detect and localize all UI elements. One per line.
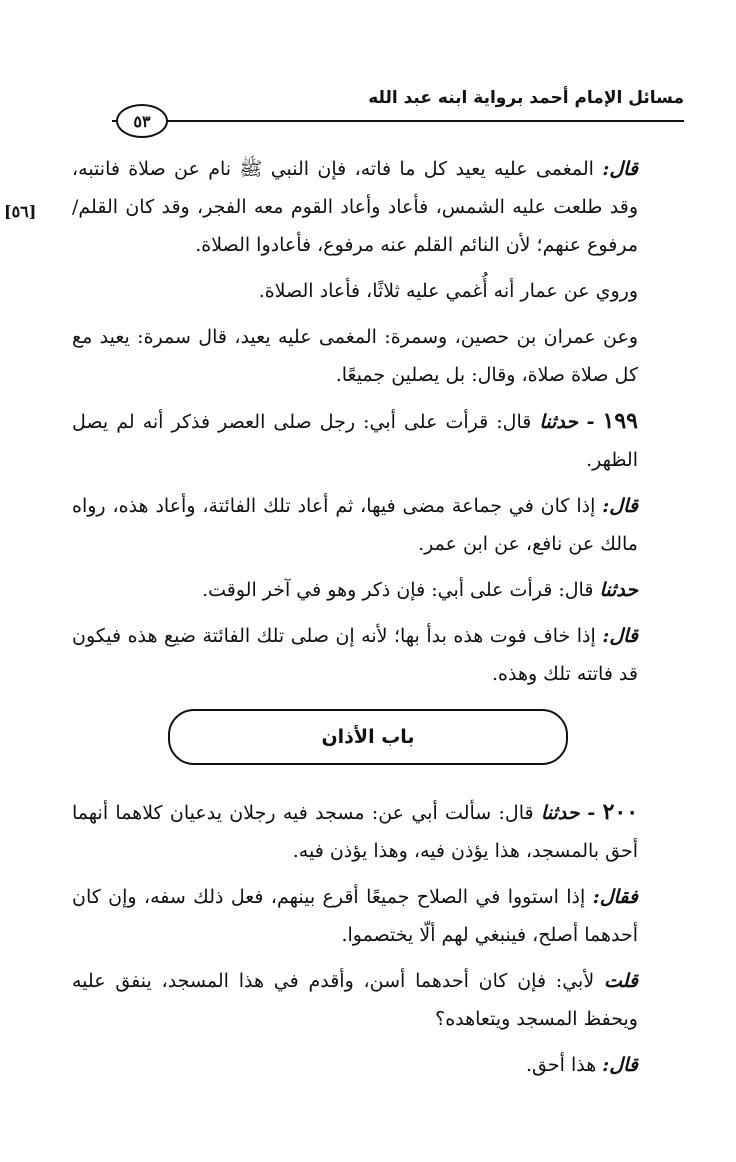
speaker-label: قال: (602, 1054, 638, 1076)
paragraph-text: هذا أحق. (526, 1054, 597, 1076)
paragraph-text: لأبي: فإن كان أحدهما أسن، وأقدم في هذا المسجد، ينفق عليه ويحفظ المسجد ويتعاهده؟ (72, 970, 638, 1030)
speaker-label: قال: (602, 495, 638, 517)
paragraph-text: وروي عن عمار أنه أُغمي عليه ثلاثًا، فأعاد الصلاة. (258, 280, 638, 302)
paragraph (72, 962, 664, 1038)
speaker-label: حدثنا (599, 579, 638, 601)
paragraph-text: إذا استووا في الصلاح جميعًا أقرع بينهم، فعل ذلك سفه، وإن كان أحدهما أصلح، فينبغي لهم ألّا يختصموا. (72, 886, 638, 946)
hadith-number: ١٩٩ (602, 408, 638, 434)
paragraph-text: قال: قرأت على أبي: فإن ذكر وهو في آخر الوقت. (202, 579, 594, 601)
paragraph (72, 571, 664, 609)
speaker-label: قال: (602, 158, 639, 180)
hadith-number: ٢٠٠ (602, 799, 639, 825)
paragraph (72, 878, 664, 954)
book-title: مسائل الإمام أحمد برواية ابنه عبد الله (368, 88, 684, 108)
page-number: ٥٣ (116, 104, 168, 138)
page-body (72, 150, 664, 1092)
paragraph-text: إذا كان في جماعة مضى فيها، ثم أعاد تلك الفائتة، وأعاد هذه، رواه مالك عن نافع، عن ابن عمر. (72, 495, 638, 555)
speaker-label: قال: (602, 625, 639, 647)
paragraph (72, 487, 664, 563)
paragraph (72, 318, 664, 394)
running-header (112, 84, 684, 131)
speaker-label: فقال: (592, 886, 638, 908)
paragraph-text: وعن عمران بن حصين، وسمرة: المغمى عليه يعيد، قال سمرة: يعيد مع كل صلاة صلاة، وقال: بل يصلين جميعًا. (72, 326, 638, 386)
paragraph (72, 1046, 664, 1084)
speaker-label: قلت (603, 970, 638, 992)
paragraph (72, 272, 664, 310)
manuscript-page-ref: [٥٦] (4, 202, 37, 221)
paragraph (72, 402, 664, 479)
paragraph-text: قال: قرأت على أبي: رجل صلى العصر فذكر أنه لم يصل الظهر. (72, 411, 638, 471)
header-rule (112, 120, 684, 122)
paragraph-text: المغمى عليه يعيد كل ما فاته، فإن النبي ﷺ نام عن صلاة فانتبه، وقد طلعت عليه الشمس، فأعاد وأعاد القوم معه الفجر، وقد كان القلم/ مرفوع عنهم؛ لأن النائم القلم عنه مرفوع، فأعادوا الصلاة. (72, 158, 638, 256)
chapter-heading-box (168, 709, 568, 765)
speaker-label: - حدثنا (539, 411, 595, 433)
chapter-title: باب الأذان (321, 726, 415, 748)
paragraph-text: قال: سألت أبي عن: مسجد فيه رجلان يدعيان كلاهما أنهما أحق بالمسجد، هذا يؤذن فيه، وهذا يؤذن فيه. (72, 802, 638, 862)
paragraph (72, 617, 664, 693)
speaker-label: - حدثنا (540, 802, 596, 824)
paragraph-text: إذا خاف فوت هذه بدأ بها؛ لأنه إن صلى تلك الفائتة ضيع هذه فيكون قد فاتته تلك وهذه. (72, 625, 638, 685)
paragraph (72, 793, 664, 870)
paragraph (72, 150, 664, 264)
